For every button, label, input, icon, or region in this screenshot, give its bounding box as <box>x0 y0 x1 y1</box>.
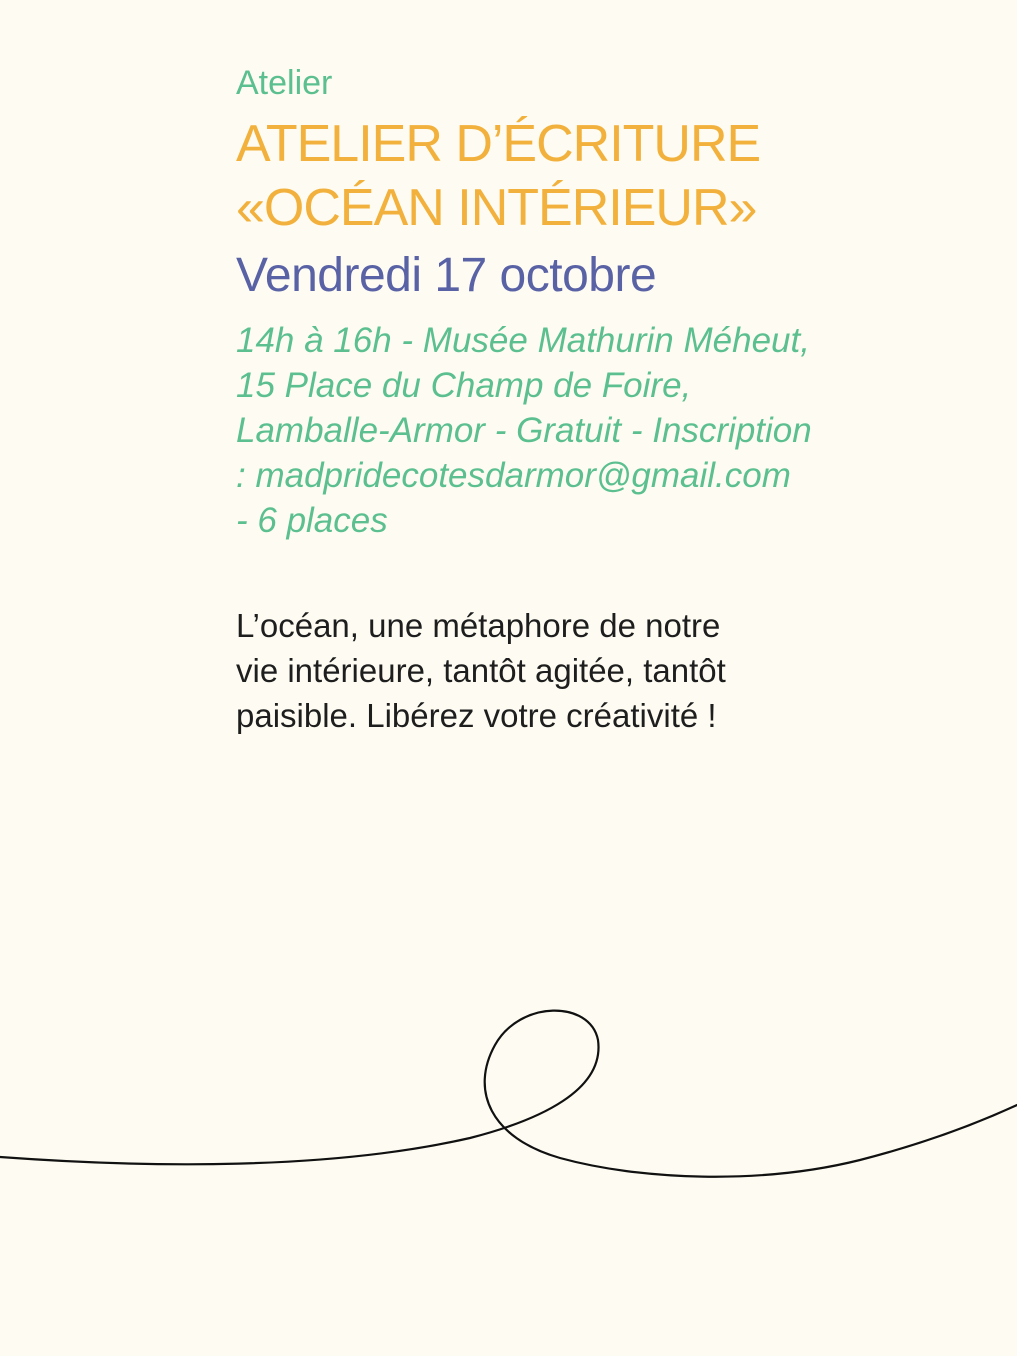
event-description-line-1: L’océan, une métaphore de notre <box>236 607 721 644</box>
decorative-loop-line <box>0 990 1017 1210</box>
event-title-line-1: ATELIER D’ÉCRITURE <box>236 115 761 173</box>
event-details-line-4: : madpridecotesdarmor@gmail.com <box>236 456 791 495</box>
event-description <box>236 603 876 738</box>
event-details-line-5: - 6 places <box>236 501 388 540</box>
event-description-line-3: paisible. Libérez votre créativité ! <box>236 697 717 734</box>
loop-line-path <box>0 1011 1017 1177</box>
event-date: Vendredi 17 octobre <box>236 249 657 302</box>
event-details-line-1: 14h à 16h - Musée Mathurin Méheut, <box>236 321 810 360</box>
event-title-line-2: «OCÉAN INTÉRIEUR» <box>236 179 757 237</box>
event-card <box>236 60 876 738</box>
event-details-line-2: 15 Place du Champ de Foire, <box>236 366 692 405</box>
event-category: Atelier <box>236 64 333 102</box>
event-details <box>236 318 876 543</box>
event-details-line-3: Lamballe-Armor - Gratuit - Inscription <box>236 411 812 450</box>
event-title <box>236 112 876 240</box>
event-description-line-2: vie intérieure, tantôt agitée, tantôt <box>236 652 726 689</box>
